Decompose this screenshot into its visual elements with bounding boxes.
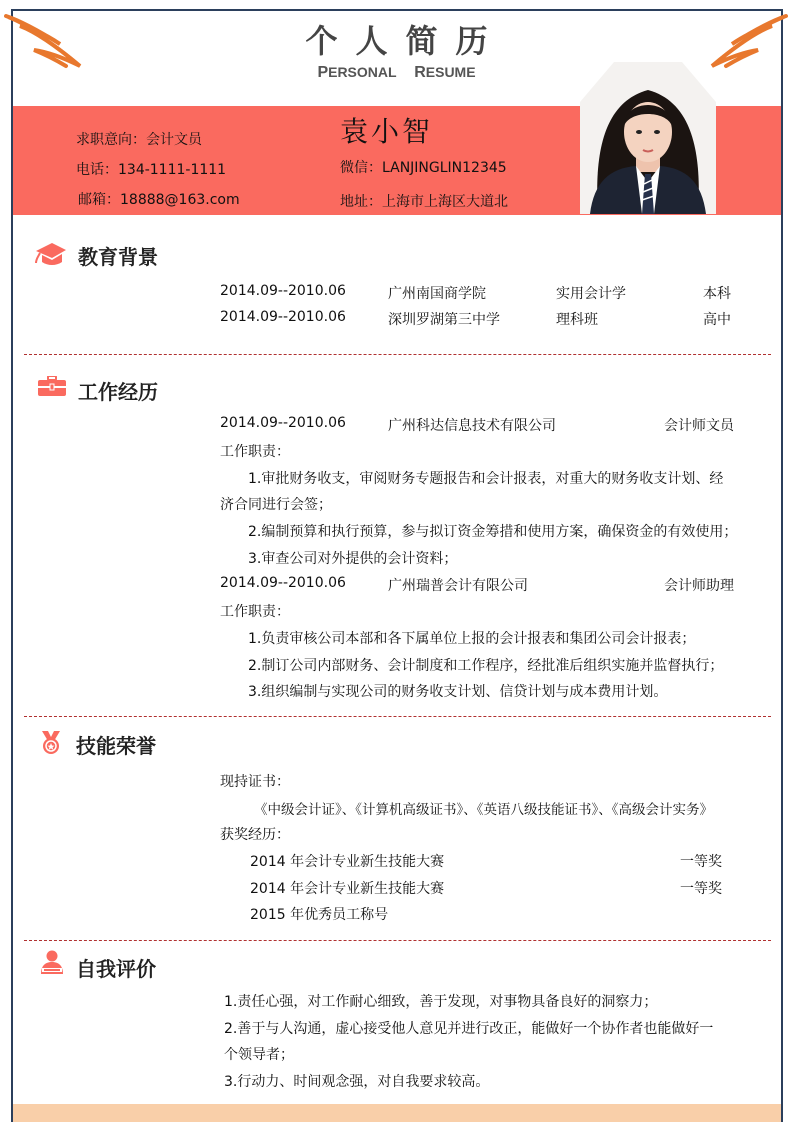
work-position: 会计师文员 [664, 418, 734, 434]
edu-school: 深圳罗湖第三中学 [388, 312, 500, 328]
resume-subtitle: PERSONAL RESUME [317, 64, 476, 81]
resume-title: 个人简历 [305, 22, 506, 60]
cert-label: 现持证书： [220, 774, 290, 790]
self-eval-line: 1.责任心强，对工作耐心细致，善于发现，对事物具备良好的洞察力； [224, 994, 658, 1010]
work-date: 2014.09--2010.06 [220, 575, 346, 591]
section-title-skills: 技能荣誉 [76, 734, 156, 758]
self-eval-line: 2.善于与人沟通，虚心接受他人意见并进行改正，能做好一个协作者也能做好一 [224, 1021, 714, 1037]
candidate-name: 袁小智 [340, 115, 434, 148]
award-name: 2014 年会计专业新生技能大赛 [250, 854, 445, 870]
edu-major: 实用会计学 [556, 286, 626, 302]
work-company: 广州瑞普会计有限公司 [388, 578, 528, 594]
phone: 电话：134-1111-1111 [76, 162, 227, 178]
work-duty: 1.负责审核公司本部和各下属单位上报的会计报表和集团公司会计报表； [248, 631, 696, 647]
section-title-work: 工作经历 [78, 380, 158, 404]
work-duty-label: 工作职责： [220, 444, 290, 460]
award-level: 一等奖 [680, 881, 722, 897]
person-icon [39, 950, 65, 974]
medal-icon [38, 731, 64, 755]
wechat: 微信：LANJINGLIN12345 [340, 160, 507, 176]
section-divider [24, 940, 771, 941]
award-name: 2015 年优秀员工称号 [250, 907, 389, 923]
section-divider [24, 354, 771, 355]
work-duty: 3.审查公司对外提供的会计资料； [248, 551, 458, 567]
edu-degree: 高中 [703, 312, 731, 328]
self-eval-line: 3.行动力、时间观念强，对自我要求较高。 [224, 1074, 490, 1090]
edu-major: 理科班 [556, 312, 598, 328]
graduation-cap-icon [34, 241, 68, 267]
briefcase-icon [38, 376, 66, 396]
work-position: 会计师助理 [664, 578, 734, 594]
email: 邮箱：18888@163.com [78, 192, 240, 208]
self-eval-line: 个领导者； [224, 1047, 294, 1063]
avatar-photo [580, 62, 716, 214]
edu-degree: 本科 [703, 286, 731, 302]
edu-date: 2014.09--2010.06 [220, 309, 346, 325]
award-label: 获奖经历： [220, 827, 290, 843]
work-duty: 济合同进行会签； [220, 497, 332, 513]
work-company: 广州科达信息技术有限公司 [388, 418, 556, 434]
cert-list: 《中级会计证》、《计算机高级证书》、《英语八级技能证书》、《高级会计实务》 [254, 802, 713, 818]
award-level: 一等奖 [680, 854, 722, 870]
work-duty: 2.制订公司内部财务、会计制度和工作程序，经批准后组织实施并监督执行； [248, 658, 724, 674]
section-title-education: 教育背景 [78, 245, 158, 269]
work-duty: 3.组织编制与实现公司的财务收支计划、信贷计划与成本费用计划。 [248, 684, 668, 700]
work-duty: 1.审批财务收支，审阅财务专题报告和会计报表，对重大的财务收支计划、经 [248, 471, 724, 487]
section-title-self: 自我评价 [76, 957, 156, 981]
award-name: 2014 年会计专业新生技能大赛 [250, 881, 445, 897]
work-date: 2014.09--2010.06 [220, 415, 346, 431]
bottom-decor-bar [13, 1104, 781, 1122]
section-divider [24, 716, 771, 717]
work-duty: 2.编制预算和执行预算，参与拟订资金筹措和使用方案，确保资金的有效使用； [248, 524, 738, 540]
edu-school: 广州南国商学院 [388, 286, 486, 302]
edu-date: 2014.09--2010.06 [220, 283, 346, 299]
job-intent: 求职意向：会计文员 [76, 132, 202, 148]
work-duty-label: 工作职责： [220, 604, 290, 620]
address: 地址：上海市上海区大道北 [340, 194, 508, 210]
